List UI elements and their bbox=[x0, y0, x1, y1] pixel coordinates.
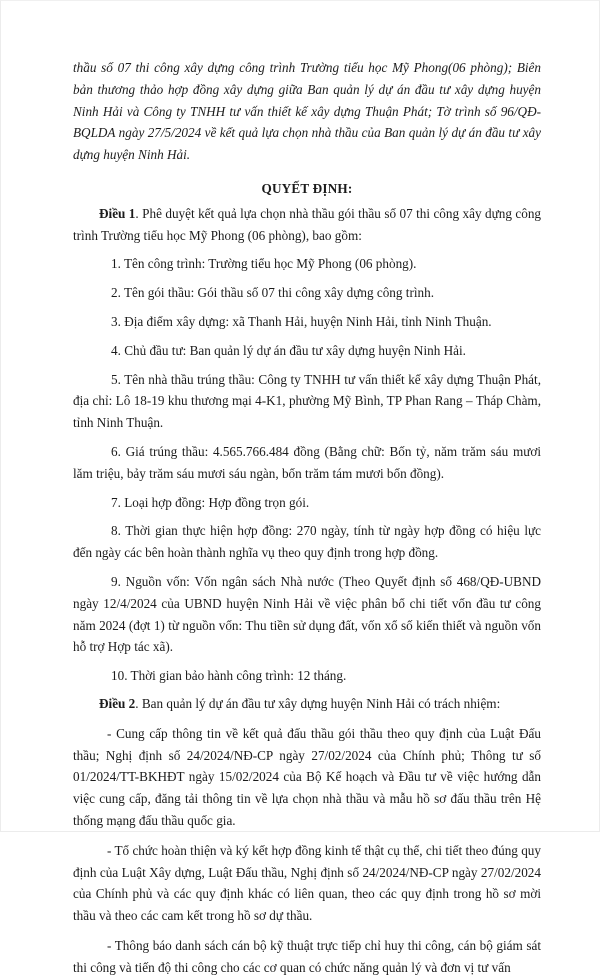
article-2-paragraph bbox=[73, 693, 541, 715]
clause-item: 1. Tên công trình: Trường tiểu học Mỹ Phong (06 phòng). bbox=[111, 256, 417, 272]
document-body bbox=[73, 57, 541, 978]
bullet-item: - Cung cấp thông tin về kết quả đấu thầu gói thầu theo quy định của Luật Đấu thầu; Nghị định số 24/2024/NĐ-CP ngày 27/02/2024 của Chính phủ; Thông tư số 01/2024/TT-BKHĐT ngày 15/02/2024 của Bộ Kế hoạch và Đầu tư về việc hướng dẫn việc cung cấp, đăng tải thông tin về lựa chọn nhà thầu và mẫu hồ sơ đấu thầu trên Hệ thống mạng đấu thầu quốc gia. bbox=[73, 725, 541, 828]
article-2-label: Điều 2 bbox=[99, 695, 136, 711]
clause-item: 4. Chủ đầu tư: Ban quản lý dự án đầu tư xây dựng huyện Ninh Hải. bbox=[111, 342, 466, 358]
article-1-text: . Phê duyệt kết quả lựa chọn nhà thầu gói thầu số 07 thi công xây dựng công trình Trường tiểu học Mỹ Phong (06 phòng), bao gồm: bbox=[73, 205, 542, 243]
section-spacer bbox=[73, 687, 541, 691]
clause-item: 3. Địa điểm xây dựng: xã Thanh Hải, huyện Ninh Hải, tỉnh Ninh Thuận. bbox=[111, 313, 492, 329]
clause-item: 6. Giá trúng thầu: 4.565.766.484 đồng (Bằng chữ: Bốn tỷ, năm trăm sáu mươi lăm triệu, bảy trăm sáu mươi sáu ngàn, bốn trăm tám mươi bốn đồng). bbox=[73, 443, 541, 481]
article-1-label: Điều 1 bbox=[99, 205, 136, 221]
bullet-item: - Tổ chức hoàn thiện và ký kết hợp đồng kinh tế thật cụ thể, chi tiết theo đúng quy định của Luật Xây dựng, Luật Đấu thầu, Nghị định số 24/2024/NĐ-CP ngày 27/02/2024 của Chính phủ và các quy định khác có liên quan, theo các quy định trong hồ sơ mời thầu và theo các cam kết trong hồ sơ dự thầu. bbox=[73, 842, 541, 924]
clause-item: 8. Thời gian thực hiện hợp đồng: 270 ngày, tính từ ngày hợp đồng có hiệu lực đến ngày các bên hoàn thành nghĩa vụ theo quy định trong hợp đồng. bbox=[73, 523, 541, 561]
article-1-paragraph bbox=[73, 203, 541, 247]
clause-item: 2. Tên gói thầu: Gói thầu số 07 thi công xây dựng công trình. bbox=[111, 285, 434, 301]
clause-item: 9. Nguồn vốn: Vốn ngân sách Nhà nước (Theo Quyết định số 468/QĐ-UBND ngày 12/4/2024 của UBND huyện Ninh Hải về việc phân bổ chi tiết vốn đầu tư công năm 2024 (đợt 1) từ nguồn vốn: Thu tiền sử dụng đất, vốn xổ số kiến thiết và nguồn vốn hỗ trợ Hợp tác xã). bbox=[73, 573, 541, 655]
bullet-item: - Thông báo danh sách cán bộ kỹ thuật trực tiếp chỉ huy thi công, cán bộ giám sát thi công và tiến độ thi công cho các cơ quan có chức năng quản lý và đơn vị tư vấn bbox=[73, 937, 541, 975]
preamble-paragraph: thầu số 07 thi công xây dựng công trình Trường tiểu học Mỹ Phong(06 phòng); Biên bản thương thảo hợp đồng xây dựng giữa Ban quản lý dự án đầu tư xây dựng huyện Ninh Hải và Công ty TNHH tư vấn thiết kế xây dựng Thuận Phát; Tờ trình số 96/QĐ-BQLDA ngày 27/5/2024 về kết quả lựa chọn nhà thầu của Ban quản lý dự án đầu tư xây dựng huyện Ninh Hải. bbox=[73, 60, 541, 163]
decision-heading: QUYẾT ĐỊNH: bbox=[261, 180, 353, 196]
clause-item: 7. Loại hợp đồng: Hợp đồng trọn gói. bbox=[111, 494, 310, 510]
clause-item: 5. Tên nhà thầu trúng thầu: Công ty TNHH tư vấn thiết kế xây dựng Thuận Phát, địa chỉ: Lô 18-19 khu thương mại 4-K1, phường Mỹ Bình, TP Phan Rang – Tháp Chàm, tỉnh Ninh Thuận. bbox=[73, 371, 541, 431]
article-2-text: . Ban quản lý dự án đầu tư xây dựng huyện Ninh Hải có trách nhiệm: bbox=[135, 695, 501, 711]
clause-item: 10. Thời gian bảo hành công trình: 12 tháng. bbox=[111, 668, 347, 684]
